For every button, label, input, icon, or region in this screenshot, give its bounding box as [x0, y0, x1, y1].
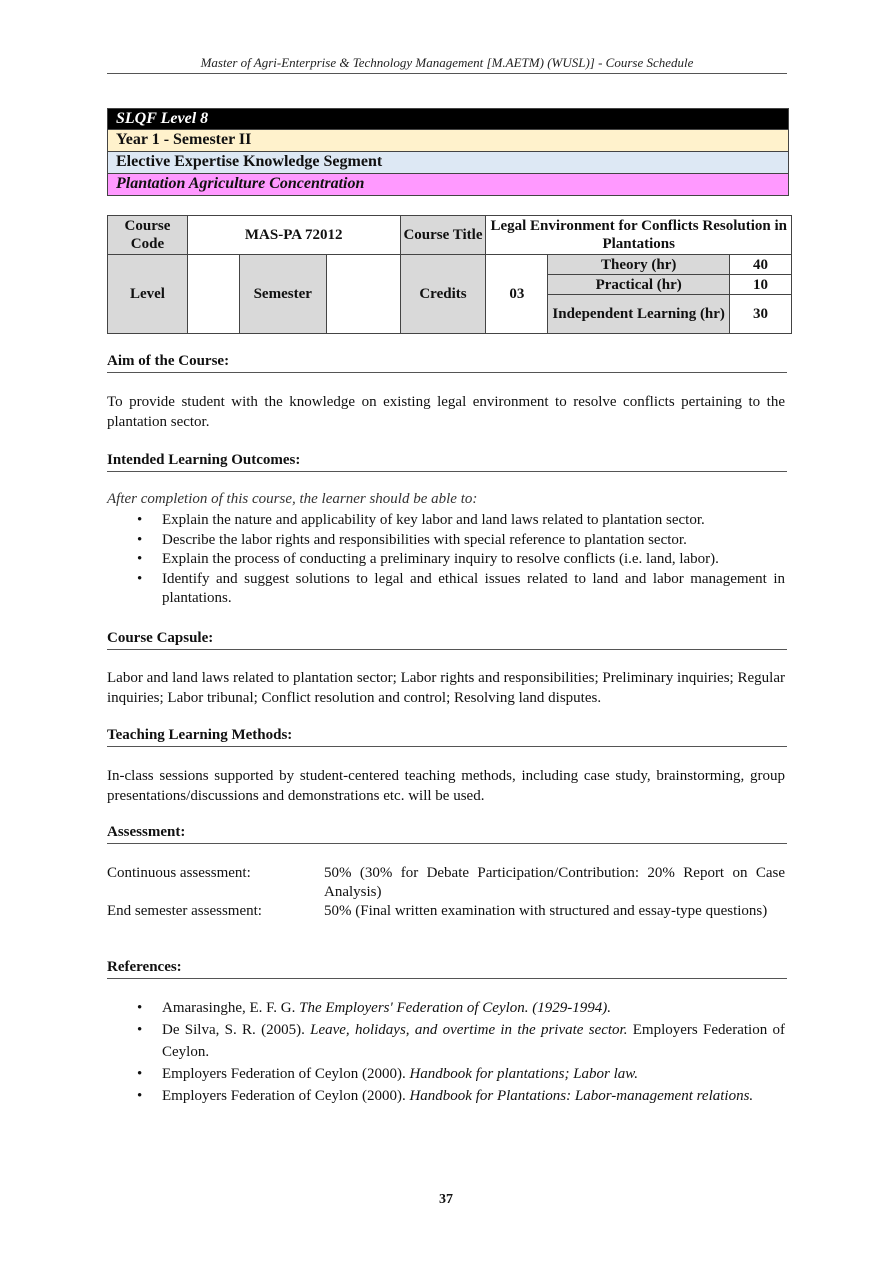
practical-value: 10: [730, 275, 792, 295]
end-assessment-value: 50% (Final written examination with structured and essay-type questions): [324, 903, 768, 919]
course-info-table: [107, 215, 792, 334]
list-item: [107, 997, 785, 1019]
theory-value: 40: [730, 255, 792, 275]
capsule-text: Labor and land laws related to plantation sector; Labor rights and responsibilities; Preliminary inquiries; Regular inquiries; Labor tribunal; Conflict resolution and control; Resolving land disputes.: [107, 670, 785, 706]
year-semester-band: Year 1 - Semester II: [107, 130, 789, 152]
independent-learning-value: 30: [730, 295, 792, 334]
references-heading: References:: [107, 959, 182, 975]
course-title-label: Course Title: [400, 216, 486, 255]
concentration-band: Plantation Agriculture Concentration: [107, 174, 789, 196]
credits-value: 03: [486, 255, 548, 334]
theory-label: Theory (hr): [548, 255, 730, 275]
course-code-value: MAS-PA 72012: [187, 216, 400, 255]
ilo-item-text: Explain the process of conducting a preliminary inquiry to resolve conflicts (i.e. land, labor).: [162, 551, 719, 567]
methods-heading: Teaching Learning Methods:: [107, 727, 293, 743]
ilo-rule: [107, 471, 787, 472]
bullet-icon: •: [137, 1066, 143, 1082]
segment-band: Elective Expertise Knowledge Segment: [107, 152, 789, 174]
bullet-icon: •: [137, 551, 143, 567]
ilo-heading: Intended Learning Outcomes:: [107, 452, 301, 468]
list-item: [107, 550, 785, 570]
list-item: [107, 1085, 785, 1107]
ilo-intro: After completion of this course, the learner should be able to:: [107, 491, 478, 507]
bullet-icon: •: [137, 512, 143, 528]
capsule-heading: Course Capsule:: [107, 630, 214, 646]
bullet-icon: •: [137, 531, 143, 548]
list-item: [107, 531, 785, 551]
level-label: Level: [108, 255, 188, 334]
references-rule: [107, 978, 787, 979]
assessment-rule: [107, 843, 787, 844]
methods-text: In-class sessions supported by student-centered teaching methods, including case study, brainstorming, group presentations/discussions and demonstrations etc. will be used.: [107, 768, 785, 804]
references-list: [107, 997, 785, 1107]
header-rule: [107, 73, 787, 74]
practical-label: Practical (hr): [548, 275, 730, 295]
ref-title: The Employers' Federation of Ceylon. (1929-1994).: [299, 1000, 612, 1016]
ref-tail: Employers Federation of Ceylon.: [162, 1022, 785, 1060]
ref-title: Handbook for Plantations: Labor-management relations.: [409, 1088, 754, 1104]
page-header: Master of Agri-Enterprise & Technology Management [M.AETM) (WUSL)] - Course Schedule: [200, 55, 694, 70]
credits-label: Credits: [400, 255, 486, 334]
level-value: [187, 255, 239, 334]
bullet-icon: •: [137, 1088, 143, 1104]
ref-plain: De Silva, S. R. (2005).: [162, 1022, 311, 1038]
page-number: 37: [439, 1192, 453, 1207]
ref-plain: Employers Federation of Ceylon (2000).: [162, 1088, 410, 1104]
ref-plain: Employers Federation of Ceylon (2000).: [162, 1066, 410, 1082]
ilo-item-text: Explain the nature and applicability of key labor and land laws related to plantation sector.: [162, 512, 705, 528]
ref-title: Leave, holidays, and overtime in the private sector.: [310, 1022, 628, 1038]
ilo-list: [107, 511, 785, 609]
semester-value: [326, 255, 400, 334]
aim-heading: Aim of the Course:: [107, 353, 230, 369]
list-item: [107, 570, 785, 609]
list-item: [107, 1019, 785, 1063]
slqf-level-band: SLQF Level 8: [107, 108, 789, 130]
ref-title: Handbook for plantations; Labor law.: [409, 1066, 638, 1082]
bullet-icon: •: [137, 1000, 143, 1016]
bullet-icon: •: [137, 570, 143, 587]
list-item: [107, 511, 785, 531]
ref-plain: Amarasinghe, E. F. G.: [162, 1000, 300, 1016]
aim-text: To provide student with the knowledge on existing legal environment to resolve conflicts pertaining to the plantation sector.: [107, 394, 785, 430]
bullet-icon: •: [137, 1022, 143, 1038]
aim-rule: [107, 372, 787, 373]
independent-learning-label: Independent Learning (hr): [548, 295, 730, 334]
semester-label: Semester: [239, 255, 326, 334]
assessment-heading: Assessment:: [107, 824, 186, 840]
capsule-rule: [107, 649, 787, 650]
course-title-value: Legal Environment for Conflicts Resolution in Plantations: [486, 216, 792, 255]
methods-rule: [107, 746, 787, 747]
continuous-assessment-value: 50% (30% for Debate Participation/Contribution: 20% Report on Case Analysis): [324, 865, 785, 900]
end-assessment-label: End semester assessment:: [107, 903, 262, 919]
ilo-item-text: Identify and suggest solutions to legal and ethical issues related to land and labor management in plantations.: [162, 570, 785, 606]
continuous-assessment-label: Continuous assessment:: [107, 865, 251, 881]
ilo-item-text: Describe the labor rights and responsibilities with special reference to plantation sector.: [162, 531, 687, 548]
course-code-label: Course Code: [108, 216, 188, 255]
list-item: [107, 1063, 785, 1085]
